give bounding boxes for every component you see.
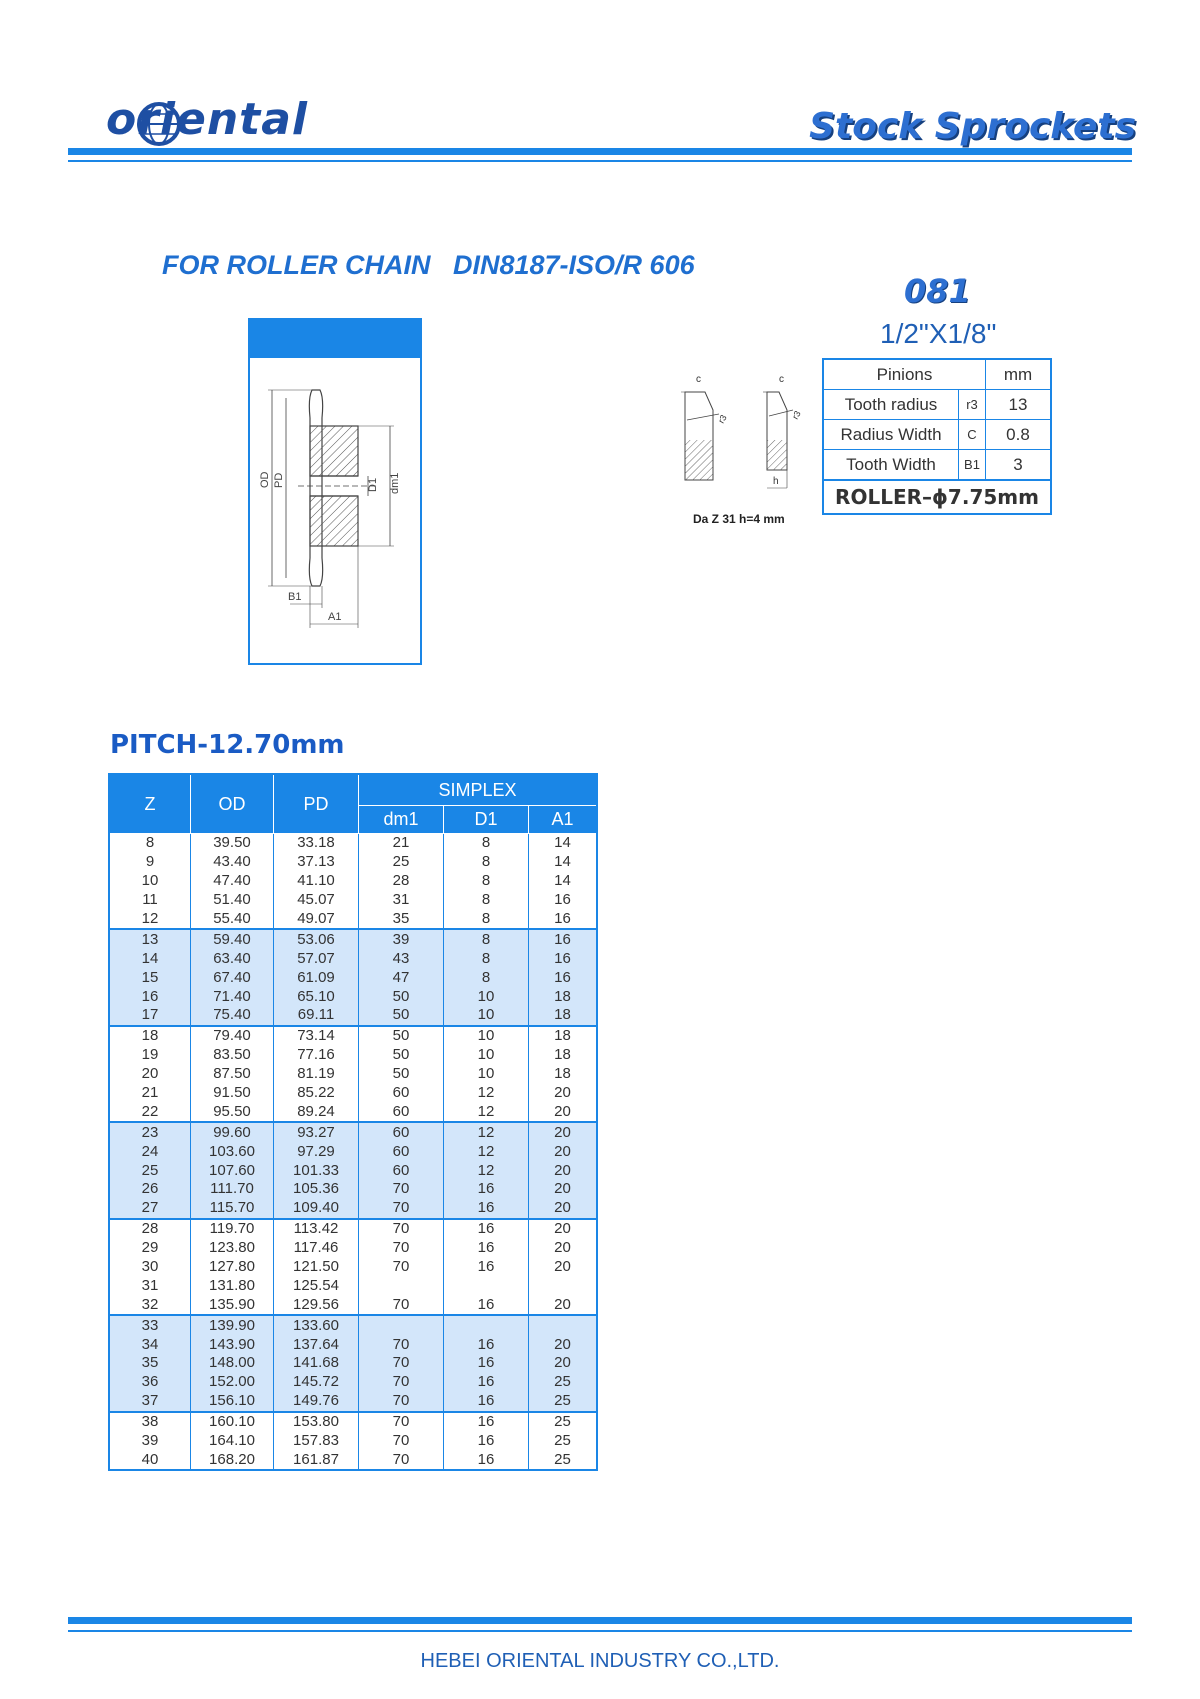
brand-logo: oriental [106,94,308,145]
cell-od: 47.40 [191,872,274,891]
h-label: h [773,476,779,487]
table-row [109,1102,597,1122]
table-row [109,1161,597,1180]
cell-d1: 16 [444,1335,529,1354]
cell-a1: 18 [529,987,598,1006]
cell-a1: 25 [529,1432,598,1451]
cell-od: 168.20 [191,1451,274,1471]
cell-dm1: 25 [359,853,444,872]
cell-a1: 25 [529,1412,598,1432]
cell-d1: 16 [444,1199,529,1219]
cell-od: 164.10 [191,1432,274,1451]
cell-a1: 25 [529,1392,598,1412]
cell-pd: 101.33 [274,1161,359,1180]
cell-a1: 20 [529,1142,598,1161]
table-row [109,872,597,891]
cell-z: 20 [109,1065,191,1084]
cell-od: 75.40 [191,1006,274,1026]
cell-d1: 8 [444,853,529,872]
cell-z: 31 [109,1276,191,1295]
cell-d1: 16 [444,1239,529,1258]
page-title: Stock Sprockets [809,106,1136,147]
table-row [109,1412,597,1432]
cell-a1: 20 [529,1219,598,1239]
cell-a1: 20 [529,1161,598,1180]
cell-pd: 161.87 [274,1451,359,1471]
table-row [109,1065,597,1084]
cell-d1: 8 [444,891,529,910]
pinions-row-symbol: C [959,420,986,450]
cell-z: 16 [109,987,191,1006]
pinions-header: Pinions [823,359,986,390]
cell-a1: 25 [529,1373,598,1392]
cell-a1: 20 [529,1295,598,1315]
table-row [109,987,597,1006]
cell-z: 27 [109,1199,191,1219]
cell-od: 67.40 [191,968,274,987]
cell-z: 32 [109,1295,191,1315]
cell-od: 103.60 [191,1142,274,1161]
cell-dm1: 70 [359,1239,444,1258]
cell-pd: 41.10 [274,872,359,891]
col-header-d1: D1 [444,806,529,834]
cell-pd: 125.54 [274,1276,359,1295]
header-rule-thin [68,160,1132,162]
cell-d1: 8 [444,949,529,968]
table-row [109,1432,597,1451]
cell-pd: 73.14 [274,1026,359,1046]
cell-pd: 117.46 [274,1239,359,1258]
cell-dm1: 70 [359,1412,444,1432]
cell-z: 19 [109,1046,191,1065]
cell-z: 35 [109,1354,191,1373]
sprocket-data-table [108,773,598,1471]
cell-od: 131.80 [191,1276,274,1295]
cell-a1: 16 [529,910,598,930]
cell-dm1 [359,1276,444,1295]
cell-z: 17 [109,1006,191,1026]
cell-z: 21 [109,1084,191,1103]
od-label: OD [259,471,271,488]
cell-z: 9 [109,853,191,872]
cell-od: 119.70 [191,1219,274,1239]
cell-dm1: 21 [359,834,444,853]
cell-a1: 20 [529,1199,598,1219]
footer-rule-thin [68,1630,1132,1632]
cell-dm1: 31 [359,891,444,910]
cell-dm1: 70 [359,1335,444,1354]
cell-z: 40 [109,1451,191,1471]
cell-z: 12 [109,910,191,930]
table-row [109,1451,597,1471]
cell-z: 25 [109,1161,191,1180]
cell-z: 36 [109,1373,191,1392]
pinions-row-value: 0.8 [986,420,1052,450]
cell-od: 43.40 [191,853,274,872]
cell-od: 55.40 [191,910,274,930]
cell-od: 160.10 [191,1412,274,1432]
cell-pd: 133.60 [274,1315,359,1335]
cell-a1: 20 [529,1239,598,1258]
cell-z: 23 [109,1122,191,1142]
cell-od: 115.70 [191,1199,274,1219]
cell-od: 63.40 [191,949,274,968]
cell-z: 30 [109,1258,191,1277]
cell-a1: 20 [529,1335,598,1354]
cell-pd: 69.11 [274,1006,359,1026]
table-row [109,929,597,949]
footer-rule [68,1617,1132,1624]
cell-pd: 93.27 [274,1122,359,1142]
pd-label: PD [273,472,285,488]
cell-od: 127.80 [191,1258,274,1277]
cell-pd: 141.68 [274,1354,359,1373]
cell-dm1 [359,1315,444,1335]
cell-z: 13 [109,929,191,949]
cell-pd: 89.24 [274,1102,359,1122]
cell-d1: 16 [444,1219,529,1239]
tooth-diagram-caption: Da Z 31 h=4 mm [693,512,785,526]
cell-z: 33 [109,1315,191,1335]
c-label-right: c [779,374,784,385]
cell-d1: 16 [444,1354,529,1373]
cell-od: 95.50 [191,1102,274,1122]
cell-dm1: 47 [359,968,444,987]
cell-d1: 10 [444,1006,529,1026]
cell-pd: 153.80 [274,1412,359,1432]
a1-label: A1 [328,611,342,623]
pitch-heading: PITCH-12.70mm [110,730,345,760]
cell-od: 99.60 [191,1122,274,1142]
cell-z: 14 [109,949,191,968]
cell-od: 39.50 [191,834,274,853]
cell-d1: 16 [444,1180,529,1199]
cell-d1: 8 [444,910,529,930]
cell-od: 156.10 [191,1392,274,1412]
cell-z: 11 [109,891,191,910]
cell-dm1: 43 [359,949,444,968]
cell-od: 123.80 [191,1239,274,1258]
cell-dm1: 50 [359,1006,444,1026]
col-header-od: OD [191,774,274,834]
pinions-table [822,358,1052,515]
col-header-simplex: SIMPLEX [359,774,598,806]
cell-dm1: 35 [359,910,444,930]
pinions-row-label: Radius Width [823,420,959,450]
cell-pd: 129.56 [274,1295,359,1315]
company-footer: HEBEI ORIENTAL INDUSTRY CO.,LTD. [420,1650,780,1672]
cell-dm1: 70 [359,1295,444,1315]
cell-dm1: 60 [359,1142,444,1161]
cell-pd: 65.10 [274,987,359,1006]
cell-d1: 12 [444,1084,529,1103]
cell-dm1: 70 [359,1432,444,1451]
cell-dm1: 70 [359,1373,444,1392]
cell-z: 26 [109,1180,191,1199]
cell-d1: 16 [444,1373,529,1392]
table-row [109,1295,597,1315]
cell-od: 148.00 [191,1354,274,1373]
cell-z: 39 [109,1432,191,1451]
cell-od: 59.40 [191,929,274,949]
cell-dm1: 70 [359,1199,444,1219]
table-row [109,1276,597,1295]
table-row [109,1142,597,1161]
cell-d1: 12 [444,1102,529,1122]
pinions-row-symbol: r3 [959,390,986,420]
cell-d1: 10 [444,1046,529,1065]
cell-a1: 14 [529,853,598,872]
cell-pd: 145.72 [274,1373,359,1392]
cell-z: 18 [109,1026,191,1046]
cell-a1: 20 [529,1122,598,1142]
cell-a1: 16 [529,968,598,987]
cell-dm1: 70 [359,1219,444,1239]
table-row [109,1180,597,1199]
col-header-z: Z [109,774,191,834]
cell-d1: 10 [444,1065,529,1084]
table-row [109,834,597,853]
table-row [109,1046,597,1065]
cell-dm1: 60 [359,1161,444,1180]
cell-a1 [529,1276,598,1295]
cell-a1: 18 [529,1046,598,1065]
cell-z: 22 [109,1102,191,1122]
cell-od: 139.90 [191,1315,274,1335]
table-row [109,1026,597,1046]
cell-od: 91.50 [191,1084,274,1103]
col-header-dm1: dm1 [359,806,444,834]
table-row [109,1219,597,1239]
table-row [109,1373,597,1392]
cell-d1: 12 [444,1161,529,1180]
cell-od: 79.40 [191,1026,274,1046]
cell-pd: 85.22 [274,1084,359,1103]
cell-z: 37 [109,1392,191,1412]
b1-label: B1 [288,591,302,603]
cell-a1: 20 [529,1354,598,1373]
cell-pd: 109.40 [274,1199,359,1219]
cell-a1: 20 [529,1102,598,1122]
cell-pd: 33.18 [274,834,359,853]
cell-pd: 49.07 [274,910,359,930]
cell-pd: 137.64 [274,1335,359,1354]
cell-dm1: 28 [359,872,444,891]
cell-d1: 16 [444,1295,529,1315]
cell-od: 135.90 [191,1295,274,1315]
cell-od: 111.70 [191,1180,274,1199]
cell-z: 15 [109,968,191,987]
roller-diameter: ROLLER–ϕ7.75mm [823,480,1051,514]
chain-size: 1/2"X1/8" [880,318,997,349]
cell-d1: 12 [444,1142,529,1161]
sprocket-section-diagram [250,358,420,658]
tooth-profile-diagram [675,370,825,500]
cell-od: 107.60 [191,1161,274,1180]
sprocket-figure-band [250,320,420,358]
table-row [109,891,597,910]
cell-a1: 16 [529,891,598,910]
cell-pd: 105.36 [274,1180,359,1199]
cell-dm1: 70 [359,1180,444,1199]
cell-a1: 16 [529,949,598,968]
pinions-row-symbol: B1 [959,450,986,481]
cell-a1 [529,1315,598,1335]
cell-d1: 8 [444,872,529,891]
cell-pd: 97.29 [274,1142,359,1161]
cell-dm1: 60 [359,1084,444,1103]
cell-od: 87.50 [191,1065,274,1084]
pinions-row-label: Tooth radius [823,390,959,420]
col-header-pd: PD [274,774,359,834]
cell-d1: 16 [444,1258,529,1277]
c-label-left: c [696,374,701,385]
cell-d1: 16 [444,1451,529,1471]
cell-pd: 113.42 [274,1219,359,1239]
cell-d1: 10 [444,987,529,1006]
cell-d1: 10 [444,1026,529,1046]
cell-dm1: 70 [359,1354,444,1373]
cell-a1: 14 [529,834,598,853]
cell-pd: 121.50 [274,1258,359,1277]
cell-z: 29 [109,1239,191,1258]
cell-dm1: 50 [359,1046,444,1065]
table-row [109,968,597,987]
cell-z: 38 [109,1412,191,1432]
table-row [109,1199,597,1219]
pinions-row-label: Tooth Width [823,450,959,481]
cell-dm1: 70 [359,1392,444,1412]
cell-a1: 18 [529,1065,598,1084]
table-row [109,1335,597,1354]
cell-d1: 8 [444,968,529,987]
cell-dm1: 39 [359,929,444,949]
cell-d1: 12 [444,1122,529,1142]
cell-od: 71.40 [191,987,274,1006]
table-body [109,834,597,1471]
cell-a1: 25 [529,1451,598,1471]
cell-a1: 16 [529,929,598,949]
table-row [109,1258,597,1277]
cell-z: 10 [109,872,191,891]
cell-pd: 61.09 [274,968,359,987]
cell-od: 83.50 [191,1046,274,1065]
table-row [109,949,597,968]
table-row [109,1006,597,1026]
table-row [109,853,597,872]
cell-d1 [444,1276,529,1295]
cell-z: 8 [109,834,191,853]
chain-code: 081 [904,272,971,310]
d1-label: D1 [367,477,379,492]
cell-pd: 45.07 [274,891,359,910]
pinions-row-value: 3 [986,450,1052,481]
col-header-a1: A1 [529,806,598,834]
cell-z: 24 [109,1142,191,1161]
cell-d1: 16 [444,1392,529,1412]
cell-z: 28 [109,1219,191,1239]
section-subtitle: FOR ROLLER CHAIN DIN8187-ISO/R 606 [162,250,695,280]
table-row [109,1392,597,1412]
cell-pd: 37.13 [274,853,359,872]
table-row [109,910,597,930]
cell-dm1: 60 [359,1122,444,1142]
cell-dm1: 50 [359,1026,444,1046]
table-row [109,1084,597,1103]
cell-pd: 53.06 [274,929,359,949]
cell-od: 143.90 [191,1335,274,1354]
cell-od: 51.40 [191,891,274,910]
header-rule [68,148,1132,155]
table-row [109,1315,597,1335]
pinions-row-value: 13 [986,390,1052,420]
cell-pd: 149.76 [274,1392,359,1412]
cell-dm1: 60 [359,1102,444,1122]
r3-label-right: r3 [790,409,803,421]
cell-a1: 18 [529,1026,598,1046]
cell-d1: 8 [444,834,529,853]
cell-d1 [444,1315,529,1335]
cell-pd: 77.16 [274,1046,359,1065]
table-row [109,1239,597,1258]
pinions-unit: mm [986,359,1052,390]
table-row [109,1122,597,1142]
cell-a1: 14 [529,872,598,891]
cell-a1: 18 [529,1006,598,1026]
cell-dm1: 70 [359,1451,444,1471]
cell-d1: 16 [444,1432,529,1451]
cell-dm1: 70 [359,1258,444,1277]
cell-dm1: 50 [359,1065,444,1084]
cell-a1: 20 [529,1258,598,1277]
cell-pd: 57.07 [274,949,359,968]
cell-pd: 81.19 [274,1065,359,1084]
cell-z: 34 [109,1335,191,1354]
cell-d1: 8 [444,929,529,949]
cell-d1: 16 [444,1412,529,1432]
cell-a1: 20 [529,1180,598,1199]
cell-od: 152.00 [191,1373,274,1392]
table-row [109,1354,597,1373]
dm1-label: dm1 [389,472,401,494]
r3-label-left: r3 [716,413,729,425]
cell-a1: 20 [529,1084,598,1103]
cell-pd: 157.83 [274,1432,359,1451]
cell-dm1: 50 [359,987,444,1006]
